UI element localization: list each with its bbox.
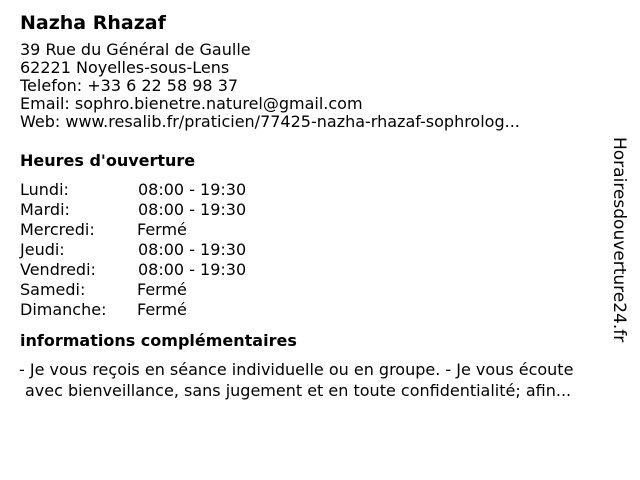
info-line-2: avec bienveillance, sans jugement et en toute confidentialité; afin... [25, 381, 572, 400]
address-city: 62221 Noyelles-sous-Lens [20, 59, 230, 77]
day-hours: Fermé [137, 300, 187, 319]
hours-row-samedi [20, 280, 610, 300]
contact-block [20, 41, 610, 131]
hours-row-lundi [20, 180, 610, 200]
day-label: Samedi: [20, 280, 86, 299]
watermark-text: Horairesdouverture24.fr [609, 137, 629, 343]
phone-number[interactable]: +33 6 22 58 98 37 [87, 77, 239, 95]
hours-row-mardi [20, 200, 610, 220]
email-label: Email: [20, 95, 70, 113]
web-label: Web: [20, 113, 61, 131]
hours-row-dimanche [20, 300, 610, 320]
day-label: Mardi: [20, 200, 70, 219]
day-label: Jeudi: [20, 240, 65, 259]
info-description [19, 359, 609, 401]
day-hours: 08:00 - 19:30 [138, 240, 247, 259]
site-watermark [608, 135, 630, 345]
day-hours: 08:00 - 19:30 [138, 260, 247, 279]
email-line[interactable] [20, 95, 610, 113]
day-label: Lundi: [20, 180, 69, 199]
day-label: Vendredi: [20, 260, 96, 279]
day-hours: Fermé [137, 220, 187, 239]
business-name: Nazha Rhazaf [20, 12, 166, 34]
day-hours: 08:00 - 19:30 [138, 200, 247, 219]
hours-row-jeudi [20, 240, 610, 260]
hours-row-mercredi [20, 220, 610, 240]
address-street: 39 Rue du Général de Gaulle [20, 41, 251, 59]
phone-line[interactable] [20, 77, 610, 95]
day-hours: 08:00 - 19:30 [138, 180, 247, 199]
web-link[interactable]: www.resalib.fr/praticien/77425-nazha-rhazaf-sophrolog... [65, 113, 520, 131]
day-label: Dimanche: [20, 300, 107, 319]
hours-title: Heures d'ouverture [20, 151, 196, 170]
info-title: informations complémentaires [20, 331, 297, 350]
email-address[interactable]: sophro.bienetre.naturel@gmail.com [74, 95, 363, 113]
phone-label: Telefon: [20, 77, 83, 95]
hours-row-vendredi [20, 260, 610, 280]
business-card [20, 10, 610, 401]
day-hours: Fermé [137, 280, 187, 299]
web-line[interactable] [20, 113, 610, 131]
info-line-1: - Je vous reçois en séance individuelle ou en groupe. - Je vous écoute [19, 360, 574, 379]
day-label: Mercredi: [20, 220, 95, 239]
hours-table [20, 180, 610, 320]
